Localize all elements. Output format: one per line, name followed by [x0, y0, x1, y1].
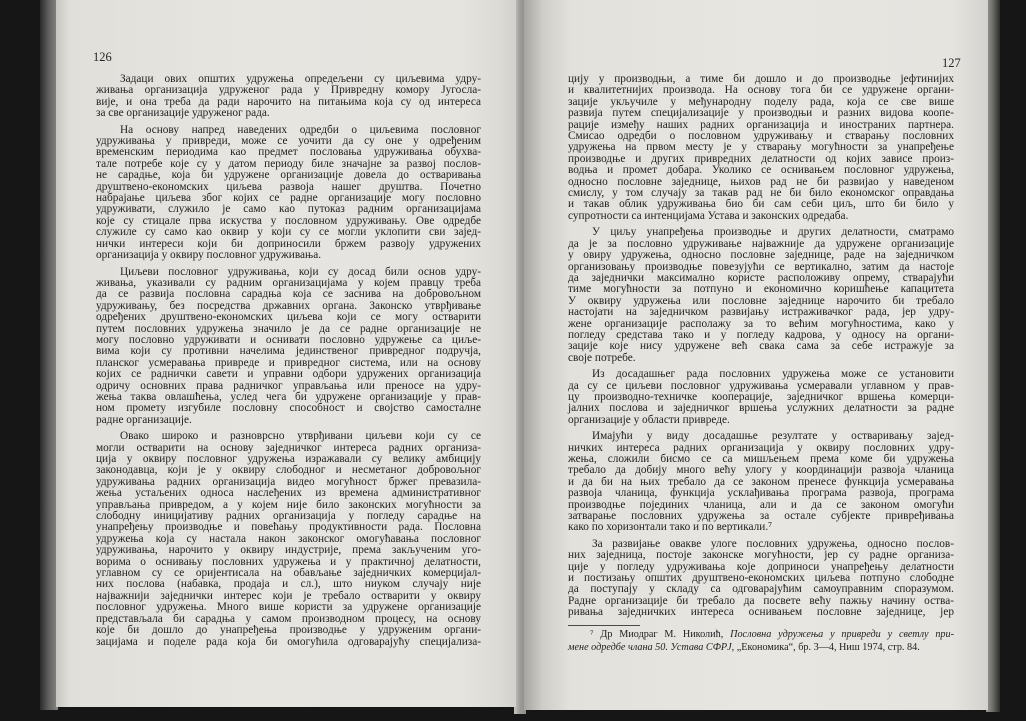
text-line: ција у оквиру пословног удружења изражавали су велику амбицију	[96, 453, 481, 465]
footnote	[568, 629, 954, 655]
text-line: На основу напред наведених одредби о циљевима пословног	[120, 123, 481, 136]
text-line: требало да добију много већу улогу у координацији развоја чланица	[568, 464, 954, 477]
text-line: и постизању општих друштвено-економских циљева потпуно слободне	[568, 572, 954, 585]
paragraph	[568, 369, 954, 426]
footnote-segment: мене одредбе члана 50. Устава СФРЈ	[568, 641, 732, 653]
text-line: ције у погледу удруживања које доприноси унапређењу делатности	[568, 560, 954, 573]
right-page	[524, 0, 988, 710]
text-line: зације укључиле у међународну поделу рада, која се све више	[568, 95, 954, 108]
text-line: удружења на првом месту је у стварању могућности за унапређење	[568, 141, 954, 154]
text-line: могли остварити на основу заједничког интереса радних организа-	[96, 441, 481, 454]
text-line: да поступају у складу са одговарајућим самоуправним споразумом.	[568, 583, 954, 596]
text-line: рације између наших радних организација и иностраних партнера.	[568, 118, 954, 131]
text-line: своје потребе.	[568, 351, 636, 364]
text-line: представљала би сарадња у самом производном процесу, на основу	[96, 612, 481, 625]
text-line: смислу, у том случају за такав рад не би било економског оправдања	[568, 187, 954, 200]
text-line: удружења која су настала након законског омогућавања пословног	[96, 532, 481, 545]
text-line: временским периодима као предмет пословања удруживања обухва-	[96, 146, 481, 159]
text-line: живања, указивали су радним организацијама у којем правцу треба	[96, 276, 481, 289]
footnote-segment: Пословна удружења у привреди у светлу при-	[730, 629, 954, 640]
text-line: радне организације.	[96, 413, 192, 426]
text-line: вима који су противни начелима јединственог привредног подручја,	[96, 345, 481, 358]
text-line: како по хоризонтали тако и по вертикали.⁷	[568, 521, 773, 534]
text-line: служиле су само као оквир у који су се могли уклопити сви зајед-	[96, 226, 481, 239]
text-line: које су стицале прва искуства у пословном удруживању. Ове одредбе	[96, 214, 481, 227]
text-line: производње појединих чланица, али и да се законом омогући	[568, 498, 954, 511]
text-line: најважнији заједнички интерес који је требало остварити у оквиру	[96, 589, 481, 602]
text-line: зације које нису удружене већ свака сама за себе истражује за	[568, 340, 954, 353]
text-line: вије, и она треба да ради нарочито на питањима која су од интереса	[96, 95, 481, 108]
paragraph	[96, 267, 481, 427]
text-line: нички интереси који би доприносили бржем развоју удружених	[96, 237, 481, 250]
text-line: слободну иницијативу радних организација у погледу сарадње на	[96, 510, 481, 523]
text-line: ном промету изгубиле пословну способност и својство самосталне	[96, 402, 481, 415]
right-page-body-text	[568, 74, 954, 619]
text-line: ривања заједничких интереса оснивањем пословне заједнице, јер	[568, 606, 954, 619]
page-number: 127	[942, 56, 961, 70]
text-line: да је за пословно удруживање најважније да удружене организације	[568, 237, 954, 250]
text-line: тиме могућности за потпуно и економично коришћење капацитета	[568, 283, 954, 296]
text-line: Задаци ових општих удружења опредељени су циљевима удру-	[120, 73, 481, 85]
text-line: набрајање циљева због којих се радне организације могу пословно	[96, 192, 481, 205]
paragraph	[96, 74, 481, 120]
text-line: У оквиру удружења или пословне заједнице нарочито би требало	[568, 294, 954, 307]
text-line: у овиру удружења, односно пословне заједнице, раде на заједничком	[568, 249, 954, 262]
text-line: удруживању, без посредства државних органа. Законско утврђивање	[96, 299, 481, 312]
text-line: цу производно-техничке кооперације, заједничког вршења комерци-	[568, 390, 954, 403]
text-line: них послова (набавка, продаја и сл.), што ниуком случају није	[96, 578, 481, 591]
text-line: Циљеви пословног удруживања, који су досад били основ удру-	[120, 265, 481, 278]
text-line: погледу средстава тако и у погледу кадрова, у односу на органи-	[568, 328, 954, 341]
paragraph	[568, 431, 954, 534]
text-line: и квалитетнијих производа. На основу тога би се удружене органи-	[568, 84, 954, 97]
text-line: жења, сложили бисмо се са мишљењем према коме би удружења	[568, 453, 954, 465]
text-line: организовању производње повезујући се вертикално, затим да настоје	[568, 260, 954, 273]
text-line: пословног удружења. Много више користи за удружене организације	[96, 601, 481, 614]
text-line: настојати на заједничком развијању истраживачког рада, јер удру-	[568, 306, 954, 319]
text-line: Радне организације би требало да посвете већу пажњу начину оства-	[568, 594, 954, 607]
text-line: планског усмеравања привреде и привредног система, или на основу	[96, 356, 481, 369]
text-line: одређених друштвено-економских циљева који се могу остварити	[96, 311, 481, 324]
text-line: друштвено-економских циљева развоја нашег друштва. Почетно	[96, 180, 481, 193]
text-line: којих се раднички савети и управни одбори удружених организација	[96, 368, 481, 381]
text-line: Из досадашњег рада пословних удружења може се установити	[592, 368, 954, 381]
text-line: Овако широко и разноврсно утврђивани циљеви који су се	[120, 430, 481, 443]
text-line: законодавца, који је у оквиру слободног и несметаног добровољног	[96, 464, 481, 477]
text-line: односно пословне заједнице, њихов рад не би развијао у наведеном	[568, 175, 954, 188]
text-line: и да би на њих требало да се законом пренесе функција усмеравања	[568, 475, 954, 488]
text-line: да су се циљеви пословног удруживања усмеравали углавном у прав-	[568, 379, 954, 392]
left-page	[56, 0, 516, 707]
paragraph	[568, 227, 954, 364]
paragraph	[96, 431, 481, 648]
text-line: Имајући у виду досадашње резултате у остваривању зајед-	[592, 430, 954, 443]
page-number: 126	[93, 50, 112, 64]
text-line: супротности са интенцијама Устава и законских одредаба.	[568, 209, 849, 222]
left-page-body-text	[96, 74, 481, 648]
text-line: унапређењу производње и повећању продуктивности рада. Пословна	[96, 521, 481, 534]
text-line: ничких интереса радних организација у оквиру пословних удру-	[568, 441, 954, 454]
text-line: Смисао одредби о пословном удруживању и стварању пословних	[568, 130, 954, 143]
text-line: путем пословних удружења значило је да се радне организације не	[96, 322, 481, 335]
text-line: организације у области привреде.	[568, 413, 730, 426]
text-line: ворима о оснивању пословних удружења и у практичној делатности,	[96, 555, 481, 568]
text-line: да заједнички максимално користе расположиву опрему, стварајући	[568, 271, 954, 284]
text-line: жења устаљених односа наслеђених из времена административног	[96, 487, 481, 500]
text-line: да се развија пословна сарадња која се заснива на добровољном	[96, 288, 481, 301]
footnote-segment: , „Економика“, бр. 3—4, Ниш 1974, стр. 84.	[731, 641, 920, 653]
text-line: них заједница, постоје законске могућности, јер су радне организа-	[568, 549, 954, 562]
text-line: развоја чланица, функција усклађивања програма развоја, програма	[568, 487, 954, 500]
text-line: зацијама и поделе рада која би омогућила одговарајућу специјализа-	[96, 635, 481, 648]
text-line: организација у оквиру пословног удруживања.	[96, 249, 322, 262]
text-line: и такав облик удруживања био би сам себи циљ, што би било у	[568, 198, 954, 211]
text-line: не сарадње, која би удружене организације довела до остваривања	[96, 169, 481, 182]
text-line: могу пословно удруживати и оснивати пословно удружење са циље-	[96, 333, 481, 346]
text-line: У циљу унапређења производње и других делатности, сматрамо	[592, 226, 954, 239]
text-line: удруживања у привреди, може се уочити да су оне у одређеним	[96, 135, 481, 148]
text-line: тале потребе које су у датом периоду биле значајне за развој послов-	[96, 157, 481, 170]
footnote-line	[568, 629, 954, 642]
text-line: жене организације располажу за то већим могућностима, како у	[568, 317, 954, 330]
paragraph	[96, 125, 481, 262]
text-line: које би дошло до унапређења производње у удруженим органи-	[96, 624, 481, 637]
text-line: затварање пословних удружења за остале субјекте привређивања	[568, 510, 954, 523]
text-line: жења таква овлашћења, услед чега би удружене организације у прав-	[96, 390, 481, 403]
footnote-line	[568, 642, 954, 655]
paragraph	[568, 74, 954, 222]
text-line: цију у производњи, а тиме би дошло и до производње јефтинијих	[568, 73, 954, 85]
text-line: за све организације удруженог рада.	[96, 107, 270, 120]
footnote-rule	[568, 625, 640, 626]
text-line: водња и промет добара. Уколико се оснивањем пословног удружења,	[568, 164, 954, 177]
paragraph	[568, 539, 954, 619]
text-line: удруживати, служило је само као путоказ радним организацијама	[96, 203, 481, 216]
footnote-segment: ⁷ Др Миодраг М. Николић,	[590, 629, 731, 640]
text-line: одричу основних права радничког управљања или преносе на удру-	[96, 379, 481, 392]
right-page-stack-edge	[986, 0, 1000, 712]
text-line: углавном су се оријентисала на обављање заједничких комерцијал-	[96, 567, 481, 580]
text-line: удруживања, нарочито у оквиру индустрије, према закљученим уго-	[96, 544, 481, 557]
text-line: живања организација удруженог рада у Привредну комору Југосла-	[96, 84, 481, 97]
text-line: За развијање овакве улоге пословних удружења, односно послов-	[592, 537, 954, 550]
text-line: удруживања радних организација видео могућност бржег превазила-	[96, 475, 481, 488]
text-line: јалних послова и заједничког вршења услужних делатности за радне	[568, 402, 954, 415]
text-line: управљања привредом, а у којем није било законских могућности за	[96, 498, 481, 511]
text-line: развија путем специјализације у производњи и разних видова коопе-	[568, 107, 954, 120]
text-line: производње и других привредних делатности од којих зависе произ-	[568, 152, 954, 165]
